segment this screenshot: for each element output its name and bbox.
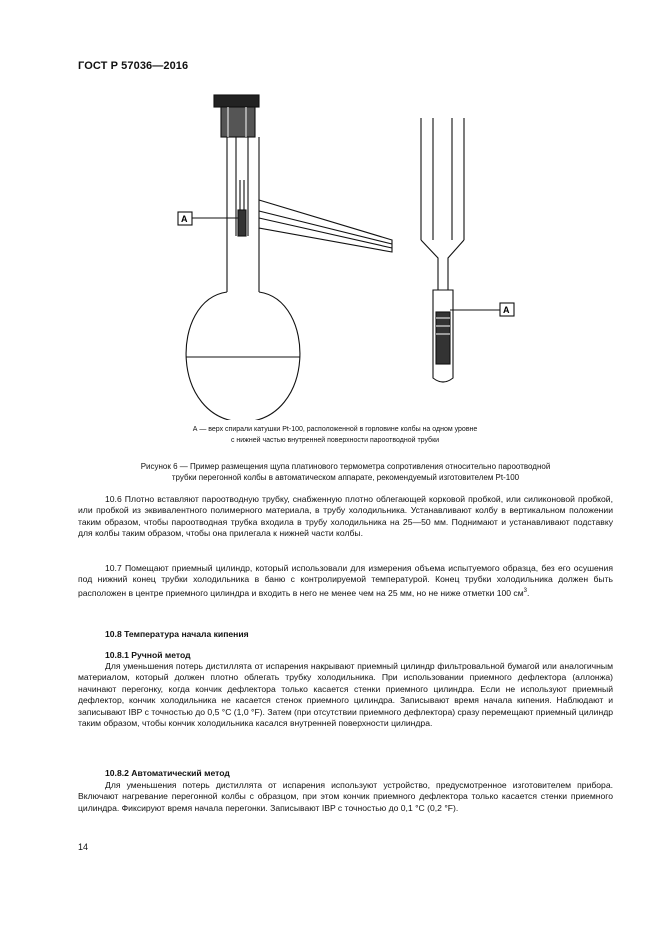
paragraph-10-6-block <box>78 494 613 540</box>
figure-caption-line-2: трубки перегонной колбы в автоматическом аппарате, рекомендуемый изготовителем Pt-100 <box>171 473 520 482</box>
flask-bulb <box>186 292 300 420</box>
flask-stopper-cap <box>214 95 259 107</box>
paragraph-10-8-2: Для уменьшения потерь дистиллята от испарения используют устройство, предусмотренное изготовителем прибора. Включают нагревание перегонной колбы с образцом, при этом кончик приемного дефлектора только касается стенки приемного цилиндра. Фиксируют время начала перегонки. Записывают IBP с точностью до 0,1 °С (0,2 °F). <box>78 780 613 813</box>
document-header: ГОСТ Р 57036—2016 <box>78 60 189 72</box>
cubic-superscript: 3 <box>523 587 527 594</box>
section-heading-10-8-1: 10.8.1 Ручной метод <box>105 650 191 660</box>
paragraph-10-7 <box>78 563 613 599</box>
figure-note-line-1: А — верх спирали катушки Pt-100, расположенной в горловине колбы на одном уровне <box>192 426 478 433</box>
figure-caption-line-1: Рисунок 6 — Пример размещения щупа платинового термометра сопротивления относительно пароотводной <box>140 462 551 471</box>
label-a-left: A <box>181 214 188 224</box>
paragraph-10-8-2-block <box>78 780 613 814</box>
paragraph-10-7-end: . <box>526 587 530 598</box>
pt100-coil <box>238 210 246 236</box>
label-a-right: A <box>503 305 510 315</box>
paragraph-10-7-text: 10.7 Помещают приемный цилиндр, который использовали для измерения объема испытуемого образца, без его осушения под нижний конец трубки холодильника в баню с контролируемой температурой. Конец трубки холодильника должен быть расположен в центре приемного цилиндра и входить в него не менее чем на 25 мм, но не ниже отметки 100 см <box>78 563 613 598</box>
paragraph-10-6: 10.6 Плотно вставляют пароотводную трубку, снабженную плотно облегающей корковой пробкой, или силиконовой пробкой, или пробкой из эквивалентного полимерного материала, в трубу холодильника. Устанавливают колбу в вертикальном положении таким образом, чтобы пароотводная трубка входила в трубу холодильника на 25—50 мм. Поднимают и устанавливают подставку для колбы таким образом, чтобы она прилегала к нижней части колбы. <box>78 494 613 539</box>
page-number: 14 <box>78 842 89 852</box>
flask-stopper <box>221 107 255 137</box>
vapour-outlet-tube <box>259 200 392 252</box>
thermometer-placement-figure <box>0 0 661 420</box>
paragraph-10-8-1-block <box>78 661 613 729</box>
paragraph-10-7-block <box>78 563 613 599</box>
section-heading-10-8: 10.8 Температура начала кипения <box>105 629 249 639</box>
section-heading-10-8-2: 10.8.2 Автоматический метод <box>105 768 230 778</box>
figure-note-line-2: с нижней частью внутренней поверхности пароотводной трубки <box>230 437 440 444</box>
paragraph-10-8-1: Для уменьшения потерь дистиллята от испарения накрывают приемный цилиндр фильтровальной бумагой или аналогичным материалом, который должен плотно облегать трубку холодильника. При использовании приемного дефлектора (аллонжа) начинают перегонку, когда кончик дефлектора только касается стенки приемного цилиндра. Если не используют приемный дефлектор, кончик холодильника не касается стенок приемного цилиндра. Записывают время начала кипения. Наблюдают и записывают IBP с точностью до 0,5 °С (1,0 °F). Затем (при отсутствии приемного дефлектора) сразу перемещают приемный цилиндр таким образом, чтобы кончик холодильника касался внутренней поверхности цилиндра. <box>78 661 613 729</box>
